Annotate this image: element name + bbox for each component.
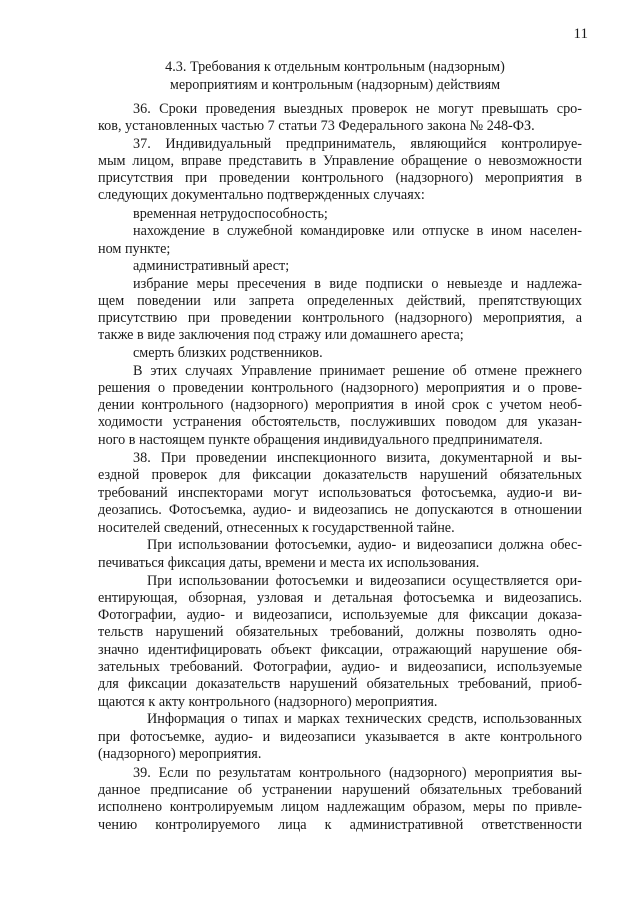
text-line: дении контрольного (надзорного) мероприятия в иной срок с учетом необ-	[98, 397, 582, 413]
text-line: ентирующая, обзорная, узловая и детальная фотосъемка и видеозапись.	[98, 590, 582, 606]
text-line: ездной проверок для фиксации доказательств нарушений обязательных	[98, 467, 582, 483]
text-line: 38. При проведении инспекционного визита, документарной и вы-	[133, 450, 582, 466]
text-line: чению контролируемого лица к административной ответственности	[98, 817, 582, 833]
text-line: следующих документально подтвержденных случаях:	[98, 187, 425, 203]
text-line: исполнено контролируемым лицом надлежащим образом, меры по привле-	[98, 799, 582, 815]
text-line: данное предписание об устранении нарушений обязательных требований	[98, 782, 582, 798]
text-line: присутствию при проведении контрольного (надзорного) мероприятия, а	[98, 310, 582, 326]
text-line: 36. Сроки проведения выездных проверок не могут превышать сро-	[133, 101, 582, 117]
text-line: также в виде заключения под стражу или домашнего ареста;	[98, 327, 464, 343]
section-title-line: мероприятиям и контрольным (надзорным) действиям	[169, 77, 501, 93]
text-line: при фотосъемке, аудио- и видеозаписи указывается в акте контрольного	[98, 729, 582, 745]
text-line: избрание меры пресечения в виде подписки о невыезде и надлежа-	[133, 276, 582, 292]
text-line: Фотографии, аудио- и видеозаписи, используемые для фиксации доказа-	[98, 607, 582, 623]
text-line: ков, установленных частью 7 статьи 73 Федерального закона № 248-ФЗ.	[98, 118, 535, 134]
text-line: 37. Индивидуальный предприниматель, являющийся контролируе-	[133, 136, 582, 152]
text-line: требований инспекторами могут использоваться фотосъемка, аудио-и ви-	[98, 485, 582, 501]
text-line: для фиксации доказательств нарушений обязательных требований, приоб-	[98, 676, 582, 692]
text-line: (надзорного) мероприятия.	[98, 746, 262, 762]
text-line: нахождение в служебной командировке или отпуске в ином населен-	[133, 223, 582, 239]
text-line: Информация о типах и марках технических средств, использованных	[147, 711, 582, 727]
text-line: административный арест;	[133, 258, 290, 274]
page-number: 11	[573, 26, 588, 42]
text-line: мым лицом, вправе представить в Управление обращение о невозможности	[98, 153, 582, 169]
text-line: При использовании фотосъемки, аудио- и видеозаписи должна обес-	[147, 537, 582, 553]
text-line: 39. Если по результатам контрольного (надзорного) мероприятия вы-	[133, 765, 582, 781]
section-title-line: 4.3. Требования к отдельным контрольным (надзорным)	[165, 59, 505, 75]
text-line: деозапись. Фотосъемка, аудио- и видеозапись не допускаются в отношении	[98, 502, 582, 518]
text-line: печиваться фиксация даты, времени и места их использования.	[98, 555, 480, 571]
text-line: ном пункте;	[98, 241, 171, 257]
text-line: носителей сведений, отнесенных к государственной тайне.	[98, 520, 455, 536]
text-line: зательных требований. Фотографии, аудио- и видеозаписи, используемые	[98, 659, 582, 675]
text-line: ного в настоящем пункте обращения индивидуального предпринимателя.	[98, 432, 543, 448]
text-line: ходимости устранения обстоятельств, послуживших поводом для указан-	[98, 414, 582, 430]
text-line: значно идентифицировать объект фиксации, отражающий нарушение обя-	[98, 642, 582, 658]
text-line: решения о проведении контрольного (надзорного) мероприятия и о прове-	[98, 380, 582, 396]
section-title	[100, 58, 570, 94]
text-line: В этих случаях Управление принимает решение об отмене прежнего	[133, 363, 582, 379]
text-line: тельств нарушений обязательных требований, должны позволять одно-	[98, 624, 582, 640]
text-line: смерть близких родственников.	[133, 345, 323, 361]
text-line: щем поведении или запрета определенных действий, препятствующих	[98, 293, 582, 309]
text-line: щаются к акту контрольного (надзорного) мероприятия.	[98, 694, 438, 710]
text-line: временная нетрудоспособность;	[133, 206, 328, 222]
text-line: При использовании фотосъемки и видеозаписи осуществляется ори-	[147, 573, 582, 589]
text-line: присутствия при проведении контрольного (надзорного) мероприятия в	[98, 170, 582, 186]
